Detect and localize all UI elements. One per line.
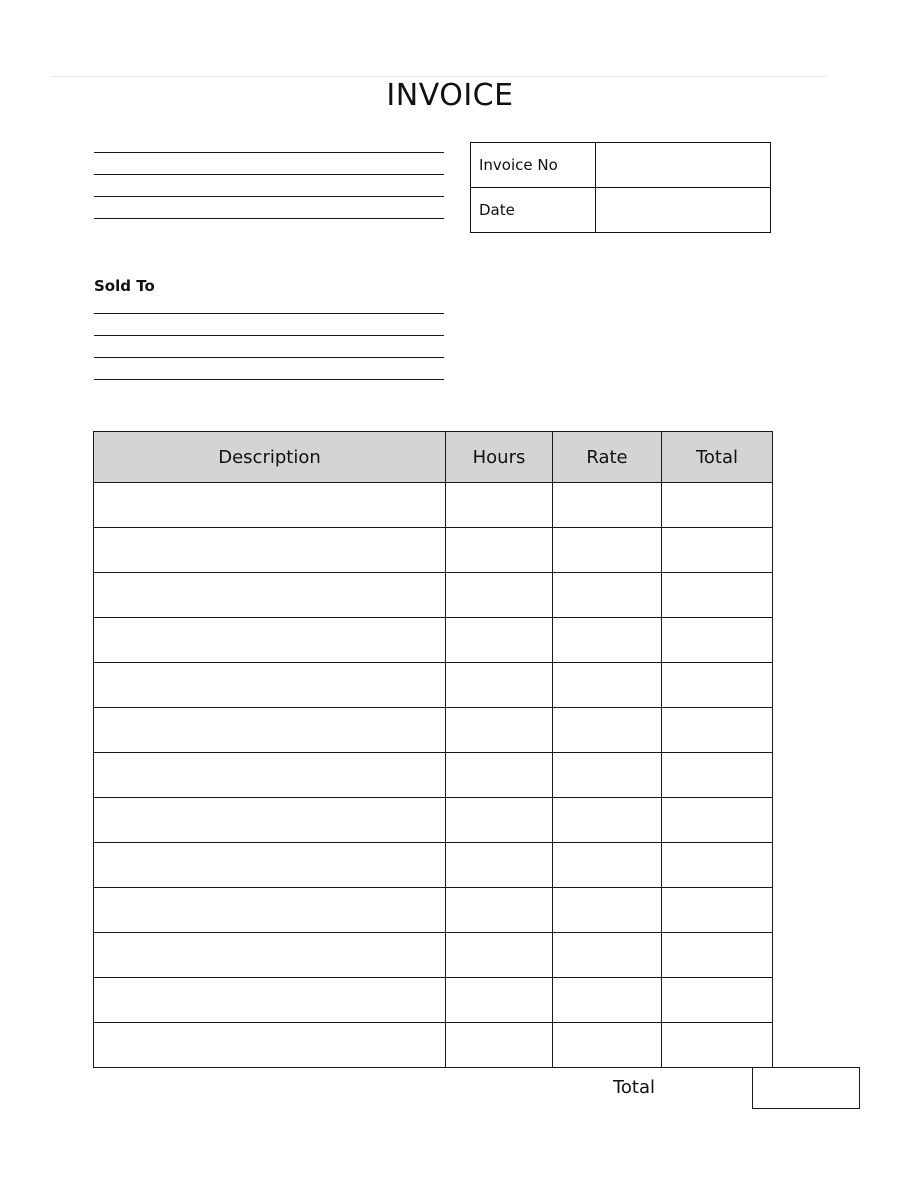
line-items-table	[93, 431, 773, 1068]
cell-rate[interactable]	[553, 573, 662, 618]
header-divider	[52, 76, 827, 77]
cell-total[interactable]	[662, 618, 773, 663]
cell-rate[interactable]	[553, 798, 662, 843]
invoice-no-label: Invoice No	[471, 143, 596, 188]
table-row	[94, 888, 773, 933]
sender-address-lines	[94, 152, 444, 219]
cell-rate[interactable]	[553, 618, 662, 663]
cell-total[interactable]	[662, 753, 773, 798]
cell-hours[interactable]	[446, 843, 553, 888]
table-row	[94, 753, 773, 798]
grand-total-field[interactable]	[752, 1067, 860, 1109]
cell-hours[interactable]	[446, 933, 553, 978]
cell-hours[interactable]	[446, 1023, 553, 1068]
table-row	[94, 528, 773, 573]
table-row	[94, 843, 773, 888]
cell-total[interactable]	[662, 708, 773, 753]
table-row	[471, 188, 771, 233]
table-row	[94, 573, 773, 618]
table-row	[94, 933, 773, 978]
cell-description[interactable]	[94, 708, 446, 753]
cell-rate[interactable]	[553, 753, 662, 798]
date-field[interactable]	[596, 188, 771, 233]
cell-total[interactable]	[662, 798, 773, 843]
cell-description[interactable]	[94, 933, 446, 978]
sold-to-address-lines	[94, 313, 444, 380]
cell-total[interactable]	[662, 843, 773, 888]
cell-description[interactable]	[94, 483, 446, 528]
sender-line-3[interactable]	[94, 196, 444, 197]
cell-hours[interactable]	[446, 798, 553, 843]
cell-hours[interactable]	[446, 978, 553, 1023]
date-label: Date	[471, 188, 596, 233]
cell-rate[interactable]	[553, 843, 662, 888]
cell-hours[interactable]	[446, 753, 553, 798]
table-row	[94, 708, 773, 753]
table-row	[94, 978, 773, 1023]
grand-total-row	[93, 1067, 767, 1109]
cell-hours[interactable]	[446, 528, 553, 573]
cell-description[interactable]	[94, 798, 446, 843]
cell-rate[interactable]	[553, 483, 662, 528]
cell-rate[interactable]	[553, 528, 662, 573]
sender-line-4[interactable]	[94, 218, 444, 219]
cell-description[interactable]	[94, 1023, 446, 1068]
cell-description[interactable]	[94, 573, 446, 618]
table-row	[94, 1023, 773, 1068]
cell-total[interactable]	[662, 1023, 773, 1068]
cell-total[interactable]	[662, 978, 773, 1023]
sold-to-label: Sold To	[94, 277, 155, 295]
table-row	[94, 618, 773, 663]
column-header-rate: Rate	[553, 432, 662, 483]
cell-hours[interactable]	[446, 708, 553, 753]
sold-to-line-1[interactable]	[94, 313, 444, 314]
cell-total[interactable]	[662, 483, 773, 528]
cell-description[interactable]	[94, 528, 446, 573]
cell-total[interactable]	[662, 663, 773, 708]
cell-rate[interactable]	[553, 708, 662, 753]
invoice-no-field[interactable]	[596, 143, 771, 188]
cell-total[interactable]	[662, 528, 773, 573]
cell-rate[interactable]	[553, 888, 662, 933]
cell-hours[interactable]	[446, 483, 553, 528]
table-header-row	[94, 432, 773, 483]
cell-description[interactable]	[94, 618, 446, 663]
cell-hours[interactable]	[446, 888, 553, 933]
cell-rate[interactable]	[553, 1023, 662, 1068]
column-header-total: Total	[662, 432, 773, 483]
cell-total[interactable]	[662, 573, 773, 618]
sender-line-1[interactable]	[94, 152, 444, 153]
sold-to-line-2[interactable]	[94, 335, 444, 336]
column-header-hours: Hours	[446, 432, 553, 483]
table-row	[94, 663, 773, 708]
sold-to-line-3[interactable]	[94, 357, 444, 358]
table-row	[94, 798, 773, 843]
cell-description[interactable]	[94, 663, 446, 708]
table-row	[94, 483, 773, 528]
cell-description[interactable]	[94, 978, 446, 1023]
cell-hours[interactable]	[446, 573, 553, 618]
line-items-body	[94, 483, 773, 1068]
cell-rate[interactable]	[553, 663, 662, 708]
column-header-description: Description	[94, 432, 446, 483]
cell-rate[interactable]	[553, 933, 662, 978]
sold-to-line-4[interactable]	[94, 379, 444, 380]
page-title: INVOICE	[386, 78, 514, 113]
cell-description[interactable]	[94, 888, 446, 933]
cell-description[interactable]	[94, 843, 446, 888]
cell-hours[interactable]	[446, 618, 553, 663]
cell-total[interactable]	[662, 888, 773, 933]
table-row	[471, 143, 771, 188]
invoice-meta-table	[470, 142, 771, 233]
grand-total-label: Total	[612, 1077, 655, 1098]
sender-line-2[interactable]	[94, 174, 444, 175]
cell-description[interactable]	[94, 753, 446, 798]
cell-hours[interactable]	[446, 663, 553, 708]
cell-rate[interactable]	[553, 978, 662, 1023]
cell-total[interactable]	[662, 933, 773, 978]
